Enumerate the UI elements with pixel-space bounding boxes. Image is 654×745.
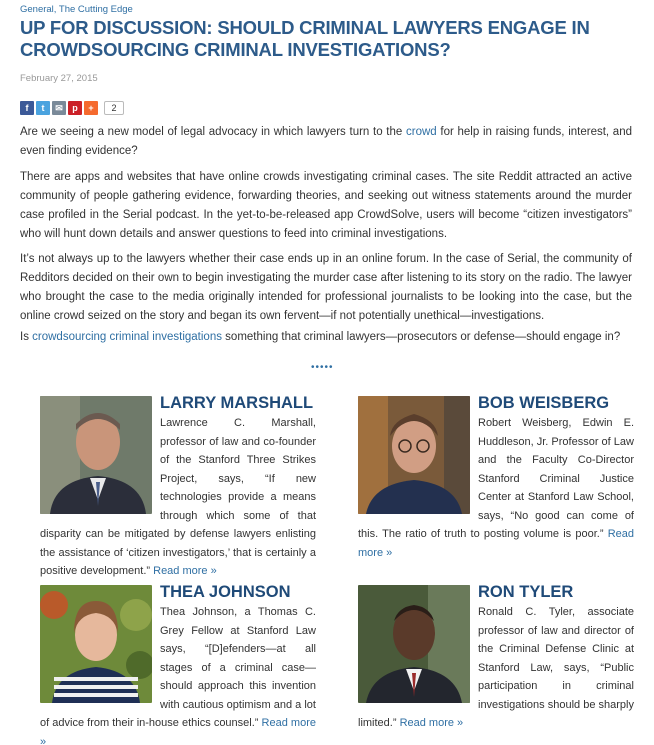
expert-name[interactable]: THEA JOHNSON (160, 583, 291, 601)
expert-name[interactable]: RON TYLER (478, 583, 574, 601)
expert-name[interactable]: BOB WEISBERG (478, 394, 610, 412)
post-date: February 27, 2015 (20, 73, 98, 84)
crowdsourcing-link[interactable]: crowdsourcing criminal investigations (32, 331, 222, 343)
paragraph-question: Is crowdsourcing criminal investigations something that criminal lawyers—prosecutors or defense—should engage in? (20, 331, 621, 343)
facebook-icon[interactable]: f (20, 101, 34, 115)
expert-bio: Thea Johnson, a Thomas C. Grey Fellow at Stanford Law says, “[D]efenders—at all stages of a criminal case—should approach this invention with cautious optimism and a lot of advice from their in-house ethics counsel.” Read more » (40, 603, 316, 745)
paragraph-serial: It’s not always up to the lawyers whether their case ends up in an online forum. In the case of Serial, the community of Redditors decided on their own to begin investigating the murder case after listening to its story on the radio. The lawyer who brought the case to the media originally intended for professional journalists to be looking into the case, but the online crowd seized on the story and began its own fervent—if not potentially unethical—investigations. (20, 253, 632, 322)
email-icon[interactable]: ✉ (52, 101, 66, 115)
expert-card-larry-marshall (40, 393, 316, 581)
read-more-link[interactable]: Read more » (153, 565, 217, 577)
expert-bio: Ronald C. Tyler, associate professor of law and director of the Criminal Defense Clinic at Stanford Law, says, “Public participation in criminal investigations should be sharply limited.” Read more » (358, 606, 634, 729)
post-categories[interactable]: General, The Cutting Edge (20, 4, 133, 15)
expert-card-ron-tyler (358, 582, 634, 733)
expert-card-bob-weisberg (358, 393, 634, 562)
twitter-icon[interactable]: t (36, 101, 50, 115)
share-count: 2 (104, 101, 124, 115)
thea-johnson-photo (40, 585, 152, 703)
larry-marshall-photo (40, 396, 152, 514)
read-more-link[interactable]: Read more » (358, 528, 634, 559)
read-more-link[interactable]: Read more » (40, 717, 316, 745)
ron-tyler-photo (358, 585, 470, 703)
paragraph-intro: Are we seeing a new model of legal advocacy in which lawyers turn to the crowd for help in raising funds, interest, and even finding evidence? (20, 126, 632, 157)
expert-bio: Lawrence C. Marshall, professor of law and co-founder of the Stanford Three Strikes Project, says, “If new technologies provide a means through which some of that disparity can be mitigated by defense lawyers enlisting the assistance of ‘citizen investigators,’ that is certainly a positive development.” Read more » (40, 417, 316, 577)
expert-name[interactable]: LARRY MARSHALL (160, 394, 314, 412)
bob-weisberg-photo (358, 396, 470, 514)
plus-icon[interactable]: + (84, 101, 98, 115)
paragraph-apps: There are apps and websites that have online crowds investigating criminal cases. The site Reddit attracted an active community of people gathering evidence, forwarding theories, and seeking out witness statements around the murder case profiled in the Serial podcast. In the yet-to-be-released app CrowdSolve, users will become “citizen investigators” who will hunt down details and answer questions to feed into criminal investigations. (20, 171, 632, 240)
share-bar (20, 101, 124, 115)
pinterest-icon[interactable]: p (68, 101, 82, 115)
expert-bio: Robert Weisberg, Edwin E. Huddleson, Jr. Professor of Law and the Faculty Co-Director Stanford Criminal Justice Center at Stanford Law School, says, “No good can come of this. The ratio of truth to posting volume is poor.” Read more » (358, 417, 634, 559)
read-more-link[interactable]: Read more » (399, 717, 464, 729)
separator-dots: ••••• (311, 362, 334, 373)
crowd-link[interactable]: crowd (406, 126, 437, 138)
post-title[interactable]: UP FOR DISCUSSION: SHOULD CRIMINAL LAWYERS ENGAGE IN CROWDSOURCING CRIMINAL INVESTIGATIONS? (20, 17, 590, 60)
expert-card-thea-johnson (40, 582, 316, 745)
